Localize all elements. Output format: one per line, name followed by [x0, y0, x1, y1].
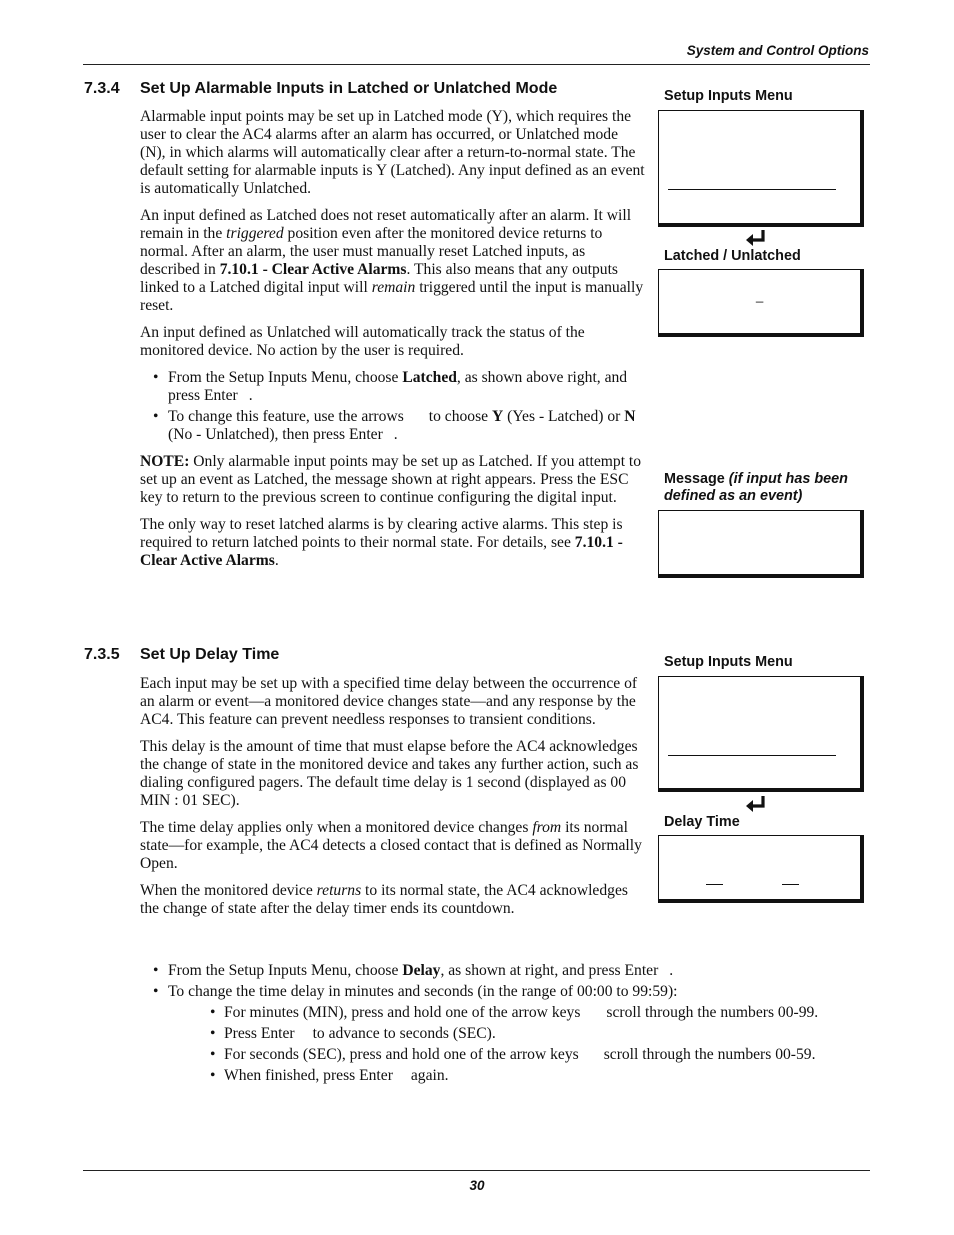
paragraph: Alarmable input points may be set up in Latched mode (Y), which requires the user to clear the AC4 alarms after an alarm has occurred, or Unlatched mode (N), in which alarms will automatically clear after a return-to-normal state. The default setting for alarmable inputs is Y (Latched). Any input defined as an event is automatically Unlatched. [140, 108, 645, 197]
list-item: • To change this feature, use the arrows to choose Y (Yes - Latched) or N (No - Unlatched), then press Enter . [153, 408, 636, 443]
section-number: 7.3.4 [84, 80, 120, 97]
lcd-seconds-underline [782, 884, 799, 885]
figure-label-setup-inputs: Setup Inputs Menu [664, 88, 793, 104]
bullet-list [140, 962, 880, 1085]
list-item: • For minutes (MIN), press and hold one of the arrow keys scroll through the numbers 00-99. [210, 1004, 819, 1021]
section-body-735 [140, 675, 645, 927]
paragraph: When the monitored device returns to its normal state, the AC4 acknowledges the change of state after the delay timer ends its countdown. [140, 882, 628, 917]
bullet-list [140, 369, 645, 444]
paragraph: The time delay applies only when a monitored device changes from its normal state—for example, the AC4 detects a closed contact that is defined as Normally Open. [140, 819, 642, 872]
lcd-screen-setup-inputs [658, 110, 864, 227]
section-body-734 [140, 108, 645, 579]
paragraph: An input defined as Latched does not reset automatically after an alarm. It will remain in the triggered position even after the monitored device returns to normal. After an alarm, the user must manually reset Latched inputs, as described in 7.10.1 - Clear Active Alarms. This also means that any outputs linked to a Latched digital input will remain triggered until the input is manually reset. [140, 207, 644, 314]
section-heading-734 [84, 80, 557, 98]
lcd-screen-delay-time [658, 835, 864, 903]
figure-label-message: Message (if input has been defined as an event) [664, 471, 848, 504]
lcd-underline [668, 755, 836, 756]
lcd-screen-setup-inputs [658, 676, 864, 792]
list-item: • For seconds (SEC), press and hold one of the arrow keys scroll through the numbers 00-59. [210, 1046, 816, 1063]
list-item: • From the Setup Inputs Menu, choose Delay, as shown at right, and press Enter . [153, 962, 674, 979]
paragraph: Each input may be set up with a specified time delay between the occurrence of an alarm or event—a monitored device changes state—and any response by the AC4. This feature can prevent needless responses to transient conditions. [140, 675, 638, 728]
figure-label-setup-inputs: Setup Inputs Menu [664, 654, 793, 670]
page-number: 30 [469, 1178, 485, 1193]
footer-rule [83, 1170, 870, 1171]
sub-bullet-list [168, 1004, 880, 1085]
section-heading-735 [84, 646, 279, 664]
lcd-screen-latched-unlatched [658, 269, 864, 337]
paragraph: An input defined as Unlatched will automatically track the status of the monitored device. No action by the user is required. [140, 324, 585, 359]
note-paragraph: NOTE: Only alarmable input points may be set up as Latched. If you attempt to set up an event as Latched, the message shown at right appears. Press the ESC key to return to the previous screen to continue configuring the digital input. [140, 453, 642, 506]
list-item: • When finished, press Enter again. [210, 1067, 449, 1084]
lcd-minutes-underline [706, 884, 723, 885]
list-item: • Press Enter to advance to seconds (SEC). [210, 1025, 496, 1042]
enter-key-icon [744, 795, 768, 813]
list-item: • To change the time delay in minutes and seconds (in the range of 00:00 to 99:59): • For minutes (MIN), press and hold one of the arrow keys scroll through the numbers 00-99. • Press Enter to advance to seconds (SEC). • For seconds (SEC), press and hold one of the arrow keys scroll through the numbers 00-59. • When finished, press Enter again. [140, 983, 880, 1085]
enter-key-icon [744, 229, 768, 247]
lcd-cursor: _ [756, 288, 764, 303]
lcd-screen-message [658, 510, 864, 578]
section-title: Set Up Alarmable Inputs in Latched or Unlatched Mode [140, 80, 558, 97]
section-number: 7.3.5 [84, 646, 120, 663]
section-title: Set Up Delay Time [140, 646, 280, 663]
lcd-underline [668, 189, 836, 190]
paragraph: The only way to reset latched alarms is by clearing active alarms. This step is required to return latched points to their normal state. For details, see 7.10.1 - Clear Active Alarms. [140, 516, 623, 569]
list-item: • From the Setup Inputs Menu, choose Latched, as shown above right, and press Enter . [153, 369, 628, 404]
figure-label-latched-unlatched: Latched / Unlatched [664, 248, 801, 264]
section-bullets-735 [140, 962, 880, 1088]
header-rule [83, 64, 870, 65]
figure-label-delay-time: Delay Time [664, 814, 740, 830]
running-header: System and Control Options [686, 43, 869, 58]
paragraph: This delay is the amount of time that must elapse before the AC4 acknowledges the change of state in the monitored device and takes any further action, such as dialing configured pagers. The default time delay is 1 second (displayed as 00 MIN : 01 SEC). [140, 738, 639, 809]
